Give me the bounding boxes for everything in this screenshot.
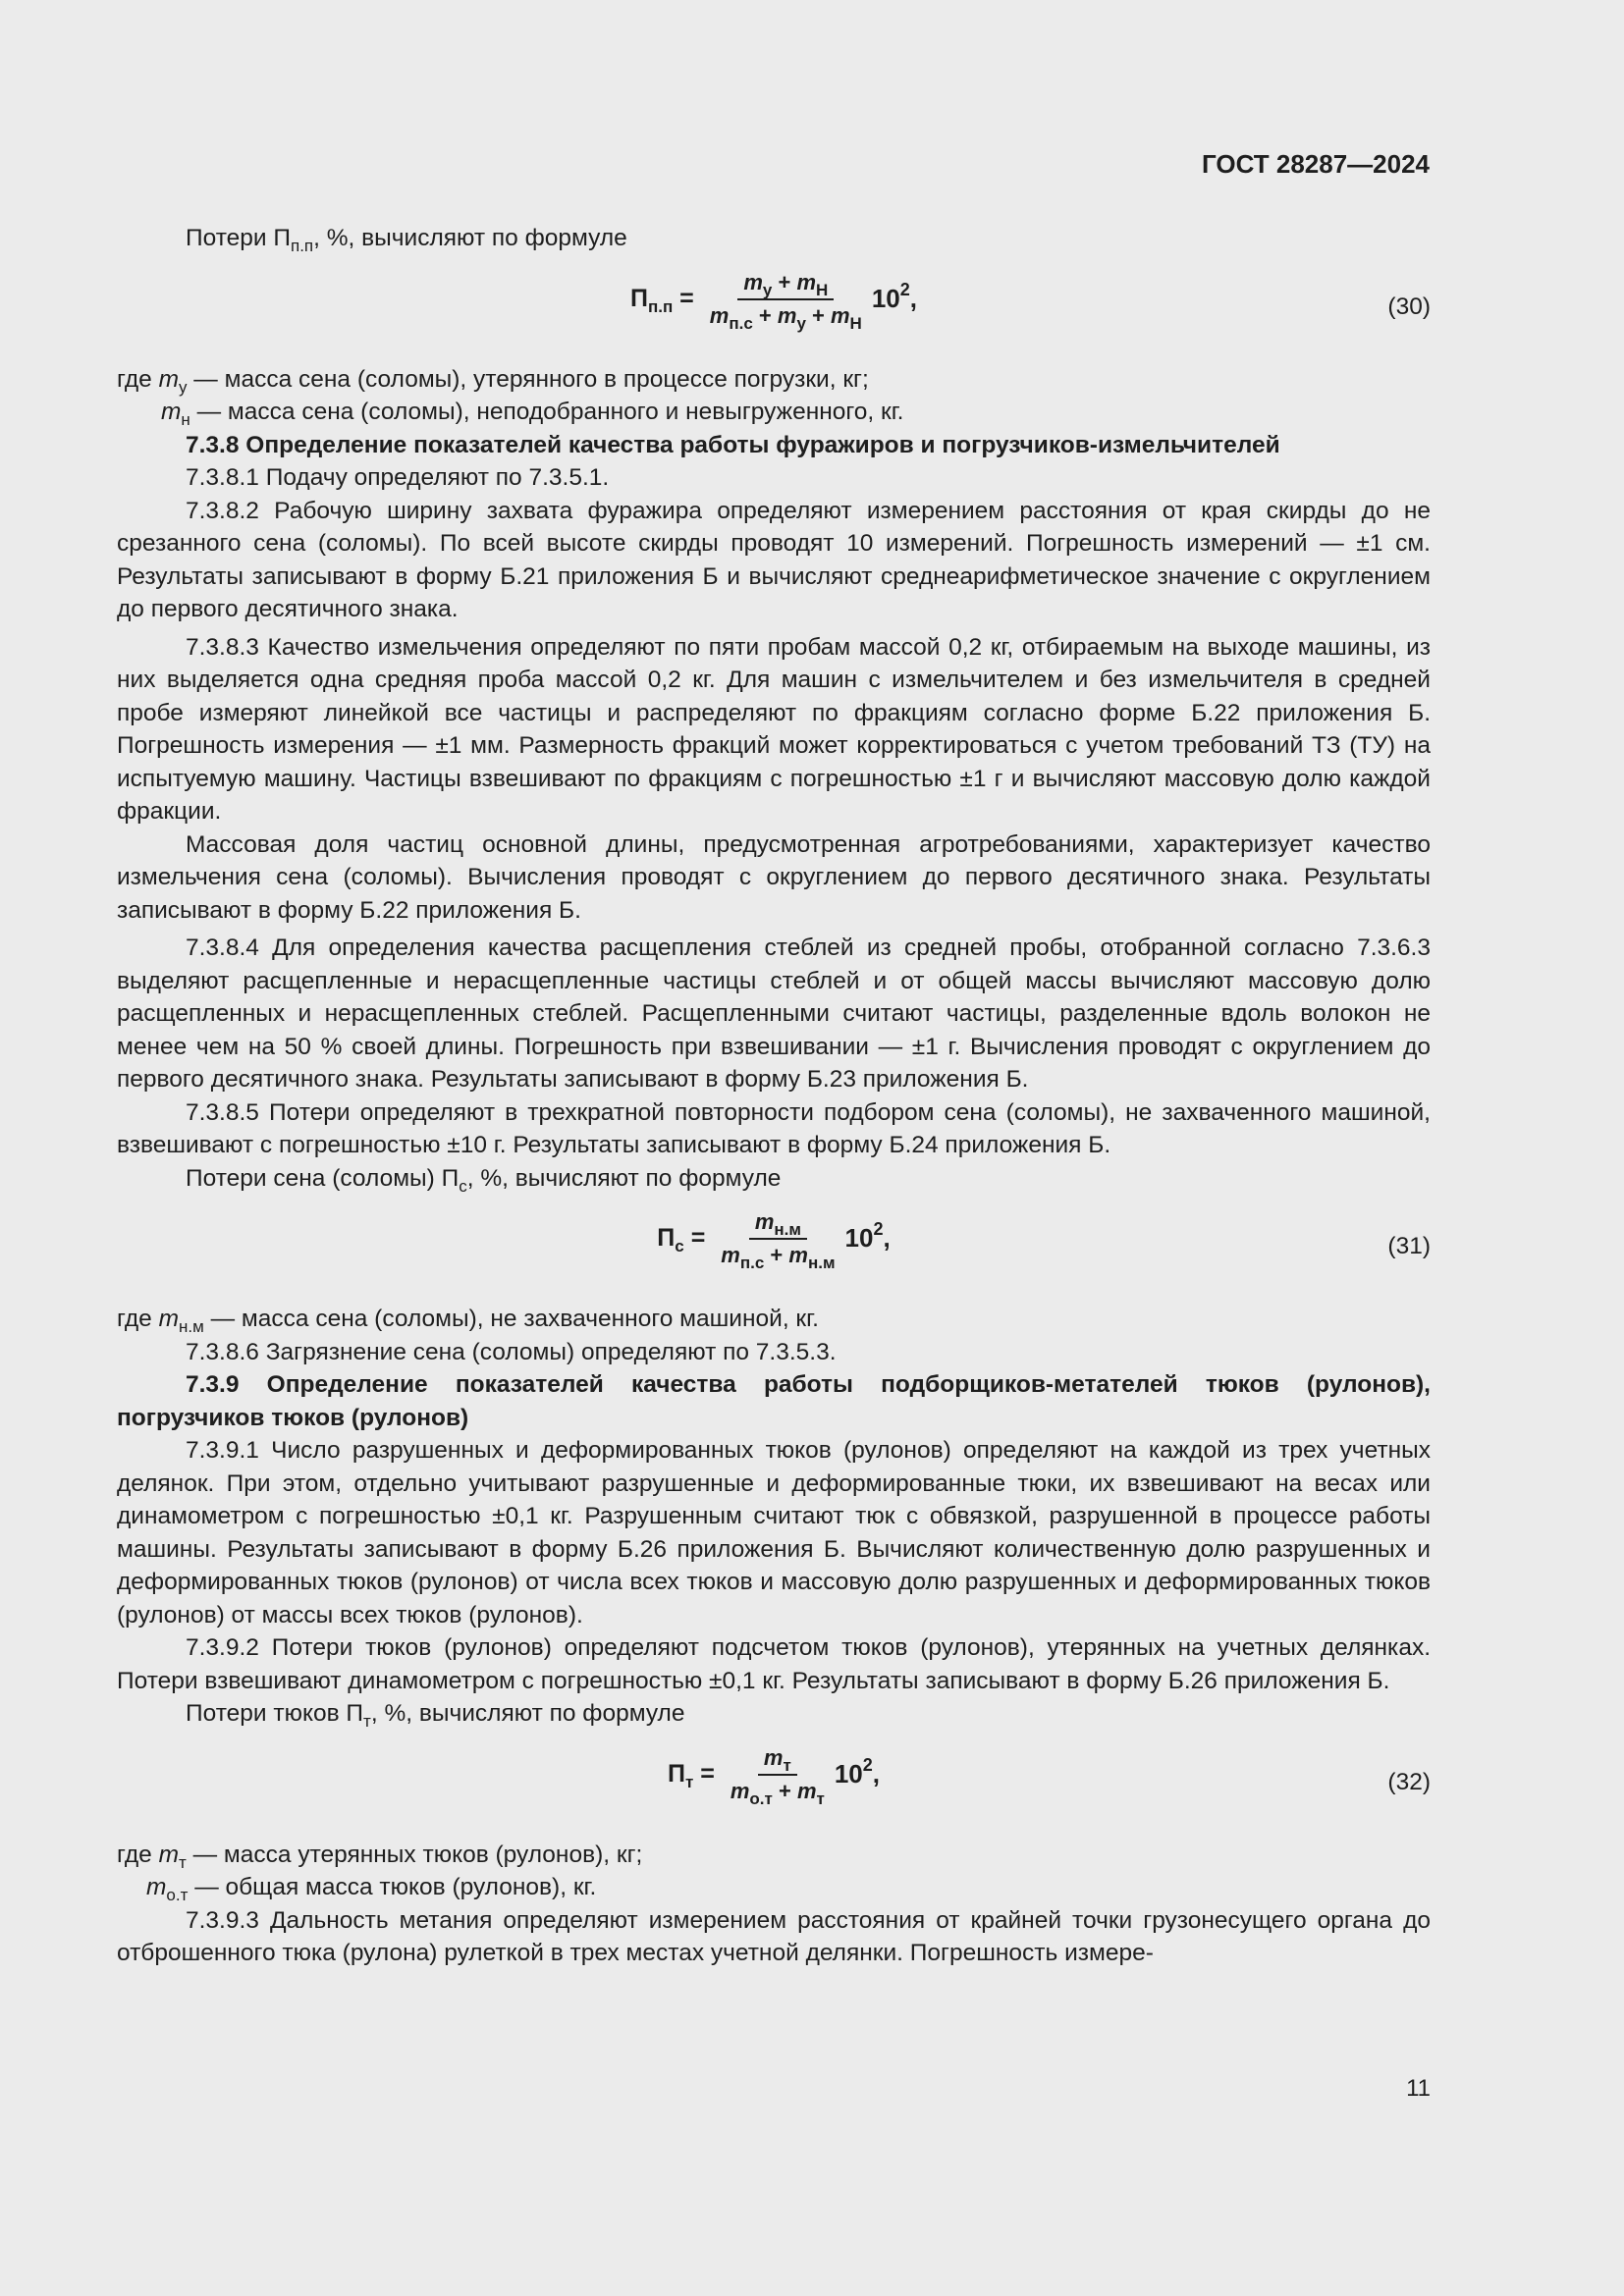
- paragraph: 7.3.8.2 Рабочую ширину захвата фуражира определяют измерением расстояния от края скирды до не срезанного сена (соломы). По всей высоте скирды проводят 10 измерений. Погрешность измерений — ±1 см. Результаты записывают в форму Б.21 приложения Б и вычисляют среднеарифметическое значение с округлением до первого десятичного знака.: [117, 497, 1431, 622]
- paragraph: Потери $П_{п.п}$, %, вычисляют по формуле: [186, 225, 627, 255]
- paragraph: 7.3.9.2 Потери тюков (рулонов) определяют подсчетом тюков (рулонов), утерянных на учетных делянках. Потери взвешивают динамометром с погрешностью ±0,1 кг. Результаты записывают в форму Б.26 приложения Б.: [117, 1634, 1431, 1694]
- formula-31: $П_с$ = $\frac{m_{н.м}}{m_{п.с} + m_{н.м}}$ $10^2$, (31): [657, 1209, 1431, 1272]
- where-line: где $m_у$ — масса сена (соломы), утерянного в процессе погрузки, кг;: [117, 365, 869, 397]
- paragraph: 7.3.8.5 Потери определяют в трехкратной повторности подбором сена (соломы), не захваченного машиной, взвешивают с погрешностью ±10 г. Результаты записывают в форму Б.24 приложения Б.: [117, 1098, 1431, 1158]
- paragraph: 7.3.9.1 Число разрушенных и деформированных тюков (рулонов) определяют на каждой из трех учетных делянок. При этом, отдельно учитывают разрушенные и деформированные тюки, их взвешивают на весах или динамометром с погрешностью ±0,1 кг. Разрушенным считают тюк с обвязкой, разрушенной в процессе работы машины. Результаты записывают в форму Б.26 приложения Б. Вычисляют количественную долю разрушенных и деформированных тюков (рулонов) от числа всех тюков и массовую долю разрушенных и деформированных тюков (рулонов) от массы всех тюков (рулонов).: [117, 1437, 1431, 1629]
- where-line: где $m_{н.м}$ — масса сена (соломы), не захваченного машиной, кг.: [117, 1306, 819, 1336]
- where-line: $m_{о.т}$ — общая масса тюков (рулонов), кг.: [146, 1874, 597, 1904]
- paragraph: 7.3.8.1 Подачу определяют по 7.3.5.1.: [186, 464, 610, 491]
- formula-30: $П_{п.п}$ = $\frac{m_у + m_Н}{m_{п.с} + m_у + m_Н}$ $10^2$, (30): [629, 269, 1431, 333]
- where-line: $m_н$ — масса сена (соломы), неподобранного и невыгруженного, кг.: [161, 399, 904, 429]
- where-line: где $m_т$ — масса утерянных тюков (рулонов), кг;: [117, 1841, 643, 1872]
- formula-32: $П_т$ = $\frac{m_т}{m_{о.т} + m_т}$ $10^2$, (32): [668, 1744, 1431, 1808]
- equation-number: (31): [1387, 1233, 1431, 1259]
- paragraph: 7.3.9.3 Дальность метания определяют измерением расстояния от крайней точки грузонесущего органа до отброшенного тюка (рулона) рулеткой в трех местах учетной делянки. Погрешность измере-: [117, 1906, 1431, 1966]
- section-heading-7-3-9: 7.3.9 Определение показателей качества работы подборщиков-метателей тюков (рулонов), погрузчиков тюков (рулонов): [117, 1371, 1431, 1431]
- section-heading-7-3-8: 7.3.8 Определение показателей качества работы фуражиров и погрузчиков-измельчителей: [186, 431, 1280, 458]
- equation-number: (32): [1387, 1768, 1431, 1795]
- document-code: ГОСТ 28287—2024: [1202, 149, 1430, 179]
- equation-number: (30): [1387, 293, 1431, 320]
- paragraph: Массовая доля частиц основной длины, предусмотренная агротребованиями, характеризует качество измельчения сена (соломы). Вычисления проводят с округлением до первого десятичного знака. Результаты записывают в форму Б.22 приложения Б.: [117, 830, 1431, 924]
- paragraph: 7.3.8.6 Загрязнение сена (соломы) определяют по 7.3.5.3.: [186, 1338, 837, 1365]
- paragraph: 7.3.8.3 Качество измельчения определяют по пяти пробам массой 0,2 кг, отбираемым на выходе машины, из них выделяется одна средняя проба массой 0,2 кг. Для машин с измельчителем и без измельчителя в средней пробе измеряют линейкой все частицы и распределяют по фракциям согласно форме Б.22 приложения Б. Погрешность измерения — ±1 мм. Размерность фракций может корректироваться с учетом требований ТЗ (ТУ) на испытуемую машину. Частицы взвешивают по фракциям с погрешностью ±1 г и вычисляют массовую долю каждой фракции.: [117, 633, 1431, 825]
- paragraph: Потери сена (соломы) $П_с$, %, вычисляют по формуле: [186, 1164, 782, 1196]
- paragraph: 7.3.8.4 Для определения качества расщепления стеблей из средней пробы, отобранной согласно 7.3.6.3 выделяют расщепленные и нерасщепленные частицы стеблей и от общей массы вычисляют массовую долю расщепленных и нерасщепленных стеблей. Расщепленными считают частицы, разделенные вдоль волокон не менее чем на 50 % своей длины. Погрешность при взвешивании — ±1 г. Вычисления проводят с округлением до первого десятичного знака. Результаты записывают в форму Б.23 приложения Б.: [117, 934, 1431, 1093]
- page-number: 11: [1406, 2075, 1431, 2102]
- paragraph: Потери тюков $П_т$, %, вычисляют по формуле: [186, 1700, 685, 1731]
- document-body: [117, 222, 1431, 1970]
